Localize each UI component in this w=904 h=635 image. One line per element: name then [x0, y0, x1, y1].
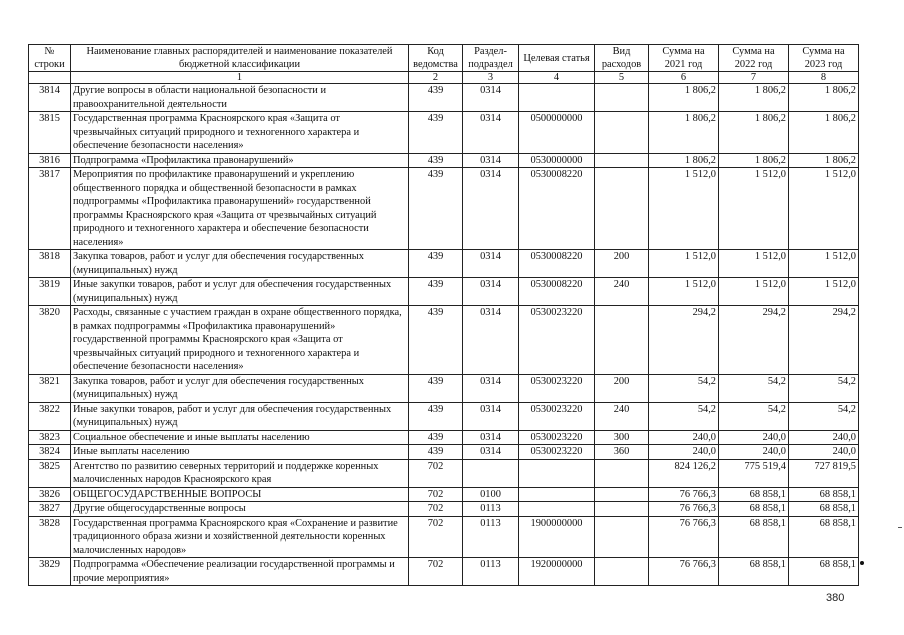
table-row	[29, 374, 859, 402]
department-code: 439	[409, 445, 463, 460]
target-article: 0500000000	[519, 112, 595, 154]
sum-2023: 294,2	[789, 306, 859, 375]
sum-2023: 68 858,1	[789, 558, 859, 586]
table-row	[29, 153, 859, 168]
target-article: 0530023220	[519, 306, 595, 375]
section-code: 0314	[463, 250, 519, 278]
header-sum-2023: Сумма на 2023 год	[789, 45, 859, 72]
table-body	[29, 84, 859, 586]
expense-type	[595, 112, 649, 154]
header-sum-2021: Сумма на 2021 год	[649, 45, 719, 72]
sum-2023: 54,2	[789, 374, 859, 402]
sum-2022: 54,2	[719, 374, 789, 402]
section-code: 0113	[463, 516, 519, 558]
table-row	[29, 278, 859, 306]
sum-2022: 294,2	[719, 306, 789, 375]
sum-2021: 1 512,0	[649, 278, 719, 306]
expense-type: 240	[595, 278, 649, 306]
row-name: Закупка товаров, работ и услуг для обеспечения государственных (муниципальных) нужд	[71, 374, 409, 402]
row-name: Агентство по развитию северных территорий и поддержке коренных малочисленных народов Красноярского края	[71, 459, 409, 487]
department-code: 702	[409, 487, 463, 502]
row-number: 3820	[29, 306, 71, 375]
row-number: 3817	[29, 168, 71, 250]
row-number: 3816	[29, 153, 71, 168]
section-code: 0314	[463, 445, 519, 460]
sum-2023: 68 858,1	[789, 502, 859, 517]
table-header-row	[29, 45, 859, 72]
sum-2021: 1 806,2	[649, 153, 719, 168]
column-number: 4	[519, 72, 595, 84]
table-row	[29, 112, 859, 154]
department-code: 702	[409, 459, 463, 487]
table-row	[29, 402, 859, 430]
header-sum-2022: Сумма на 2022 год	[719, 45, 789, 72]
expense-type	[595, 153, 649, 168]
sum-2023: 68 858,1	[789, 516, 859, 558]
section-code: 0314	[463, 168, 519, 250]
row-name: Другие общегосударственные вопросы	[71, 502, 409, 517]
table-row	[29, 558, 859, 586]
section-code: 0314	[463, 374, 519, 402]
sum-2022: 68 858,1	[719, 487, 789, 502]
target-article: 0530008220	[519, 278, 595, 306]
target-article	[519, 84, 595, 112]
department-code: 439	[409, 430, 463, 445]
expense-type: 200	[595, 250, 649, 278]
sum-2023: 1 512,0	[789, 278, 859, 306]
sum-2021: 1 512,0	[649, 250, 719, 278]
sum-2021: 76 766,3	[649, 487, 719, 502]
column-number: 8	[789, 72, 859, 84]
sum-2021: 294,2	[649, 306, 719, 375]
section-code: 0314	[463, 306, 519, 375]
target-article: 0530023220	[519, 445, 595, 460]
section-code: 0113	[463, 502, 519, 517]
table-row	[29, 487, 859, 502]
department-code: 439	[409, 250, 463, 278]
target-article: 0530023220	[519, 402, 595, 430]
target-article: 0530023220	[519, 374, 595, 402]
target-article	[519, 459, 595, 487]
sum-2022: 775 519,4	[719, 459, 789, 487]
table-row	[29, 168, 859, 250]
column-number: 1	[71, 72, 409, 84]
row-name: Государственная программа Красноярского края «Сохранение и развитие традиционного образа жизни и хозяйственной деятельности коренных малочисленных народов»	[71, 516, 409, 558]
table-row	[29, 430, 859, 445]
target-article: 0530008220	[519, 168, 595, 250]
row-number: 3814	[29, 84, 71, 112]
sum-2022: 1 806,2	[719, 112, 789, 154]
header-row-number: № строки	[29, 45, 71, 72]
sum-2023: 68 858,1	[789, 487, 859, 502]
row-name: ОБЩЕГОСУДАРСТВЕННЫЕ ВОПРОСЫ	[71, 487, 409, 502]
expense-type: 200	[595, 374, 649, 402]
sum-2023: 240,0	[789, 430, 859, 445]
department-code: 439	[409, 112, 463, 154]
sum-2021: 76 766,3	[649, 502, 719, 517]
sum-2023: 240,0	[789, 445, 859, 460]
column-number: 2	[409, 72, 463, 84]
row-number: 3823	[29, 430, 71, 445]
row-name: Государственная программа Красноярского края «Защита от чрезвычайных ситуаций природного и техногенного характера и обеспечение безопасности населения»	[71, 112, 409, 154]
table-row	[29, 84, 859, 112]
sum-2021: 824 126,2	[649, 459, 719, 487]
table-row	[29, 502, 859, 517]
expense-type: 300	[595, 430, 649, 445]
row-number: 3827	[29, 502, 71, 517]
row-number: 3821	[29, 374, 71, 402]
sum-2023: 1 512,0	[789, 168, 859, 250]
column-number-row	[29, 72, 859, 84]
section-code: 0100	[463, 487, 519, 502]
sum-2022: 1 512,0	[719, 278, 789, 306]
department-code: 439	[409, 402, 463, 430]
expense-type	[595, 487, 649, 502]
row-number: 3818	[29, 250, 71, 278]
section-code: 0314	[463, 112, 519, 154]
sum-2021: 240,0	[649, 445, 719, 460]
column-number: 5	[595, 72, 649, 84]
row-number: 3828	[29, 516, 71, 558]
row-number: 3825	[29, 459, 71, 487]
target-article: 0530023220	[519, 430, 595, 445]
row-name: Иные закупки товаров, работ и услуг для обеспечения государственных (муниципальных) нужд	[71, 402, 409, 430]
sum-2022: 54,2	[719, 402, 789, 430]
sum-2022: 1 512,0	[719, 168, 789, 250]
row-number: 3826	[29, 487, 71, 502]
header-department-code: Код ведомства	[409, 45, 463, 72]
sum-2023: 1 512,0	[789, 250, 859, 278]
department-code: 439	[409, 168, 463, 250]
column-number: 3	[463, 72, 519, 84]
row-number: 3829	[29, 558, 71, 586]
column-number	[29, 72, 71, 84]
department-code: 439	[409, 306, 463, 375]
row-name: Подпрограмма «Профилактика правонарушений»	[71, 153, 409, 168]
sum-2022: 240,0	[719, 445, 789, 460]
target-article: 1900000000	[519, 516, 595, 558]
expense-type: 240	[595, 402, 649, 430]
sum-2021: 1 806,2	[649, 112, 719, 154]
table-row	[29, 306, 859, 375]
sum-2021: 54,2	[649, 374, 719, 402]
sum-2022: 68 858,1	[719, 516, 789, 558]
expense-type	[595, 558, 649, 586]
row-name: Иные выплаты населению	[71, 445, 409, 460]
row-number: 3815	[29, 112, 71, 154]
header-target-article: Целевая статья	[519, 45, 595, 72]
section-code	[463, 459, 519, 487]
row-number: 3822	[29, 402, 71, 430]
sum-2022: 68 858,1	[719, 558, 789, 586]
section-code: 0314	[463, 278, 519, 306]
sum-2021: 54,2	[649, 402, 719, 430]
column-number: 7	[719, 72, 789, 84]
section-code: 0314	[463, 402, 519, 430]
sum-2022: 1 806,2	[719, 153, 789, 168]
sum-2021: 76 766,3	[649, 516, 719, 558]
target-article: 0530008220	[519, 250, 595, 278]
row-name: Подпрограмма «Обеспечение реализации государственной программы и прочие мероприятия»	[71, 558, 409, 586]
row-name: Расходы, связанные с участием граждан в охране общественного порядка, в рамках подпрограммы «Профилактика правонарушений» государственной программы Красноярского края «Защита от чрезвычайных ситуаций природного и техногенного характера и обеспечение безопасности населения»	[71, 306, 409, 375]
section-code: 0113	[463, 558, 519, 586]
expense-type	[595, 84, 649, 112]
department-code: 702	[409, 516, 463, 558]
margin-dot	[860, 561, 864, 565]
row-number: 3824	[29, 445, 71, 460]
sum-2022: 68 858,1	[719, 502, 789, 517]
margin-mark	[898, 527, 902, 528]
sum-2023: 1 806,2	[789, 153, 859, 168]
department-code: 439	[409, 374, 463, 402]
sum-2021: 240,0	[649, 430, 719, 445]
table-row	[29, 250, 859, 278]
target-article	[519, 502, 595, 517]
sum-2023: 727 819,5	[789, 459, 859, 487]
department-code: 439	[409, 153, 463, 168]
expense-type	[595, 502, 649, 517]
sum-2023: 54,2	[789, 402, 859, 430]
header-section: Раздел-подраздел	[463, 45, 519, 72]
page-number: 380	[826, 592, 845, 604]
section-code: 0314	[463, 84, 519, 112]
header-name: Наименование главных распорядителей и наименование показателей бюджетной классификации	[71, 45, 409, 72]
sum-2023: 1 806,2	[789, 84, 859, 112]
section-code: 0314	[463, 153, 519, 168]
target-article	[519, 487, 595, 502]
section-code: 0314	[463, 430, 519, 445]
sum-2023: 1 806,2	[789, 112, 859, 154]
sum-2021: 1 512,0	[649, 168, 719, 250]
expense-type	[595, 516, 649, 558]
expense-type: 360	[595, 445, 649, 460]
column-number: 6	[649, 72, 719, 84]
expense-type	[595, 168, 649, 250]
sum-2021: 76 766,3	[649, 558, 719, 586]
budget-table	[28, 44, 859, 586]
expense-type	[595, 459, 649, 487]
table-row	[29, 445, 859, 460]
department-code: 439	[409, 278, 463, 306]
target-article: 0530000000	[519, 153, 595, 168]
table-row	[29, 516, 859, 558]
sum-2021: 1 806,2	[649, 84, 719, 112]
header-expense-type: Вид расходов	[595, 45, 649, 72]
target-article: 1920000000	[519, 558, 595, 586]
department-code: 702	[409, 502, 463, 517]
expense-type	[595, 306, 649, 375]
department-code: 702	[409, 558, 463, 586]
row-name: Закупка товаров, работ и услуг для обеспечения государственных (муниципальных) нужд	[71, 250, 409, 278]
department-code: 439	[409, 84, 463, 112]
row-name: Социальное обеспечение и иные выплаты населению	[71, 430, 409, 445]
sum-2022: 1 806,2	[719, 84, 789, 112]
table-row	[29, 459, 859, 487]
row-name: Другие вопросы в области национальной безопасности и правоохранительной деятельности	[71, 84, 409, 112]
sum-2022: 240,0	[719, 430, 789, 445]
row-name: Мероприятия по профилактике правонарушений и укреплению общественного порядка и общественной безопасности в рамках подпрограммы «Профилактика правонарушений» государственной программы Красноярского края «Защита от чрезвычайных ситуаций природного и техногенного характера и обеспечение безопасности населения»	[71, 168, 409, 250]
sum-2022: 1 512,0	[719, 250, 789, 278]
row-number: 3819	[29, 278, 71, 306]
row-name: Иные закупки товаров, работ и услуг для обеспечения государственных (муниципальных) нужд	[71, 278, 409, 306]
